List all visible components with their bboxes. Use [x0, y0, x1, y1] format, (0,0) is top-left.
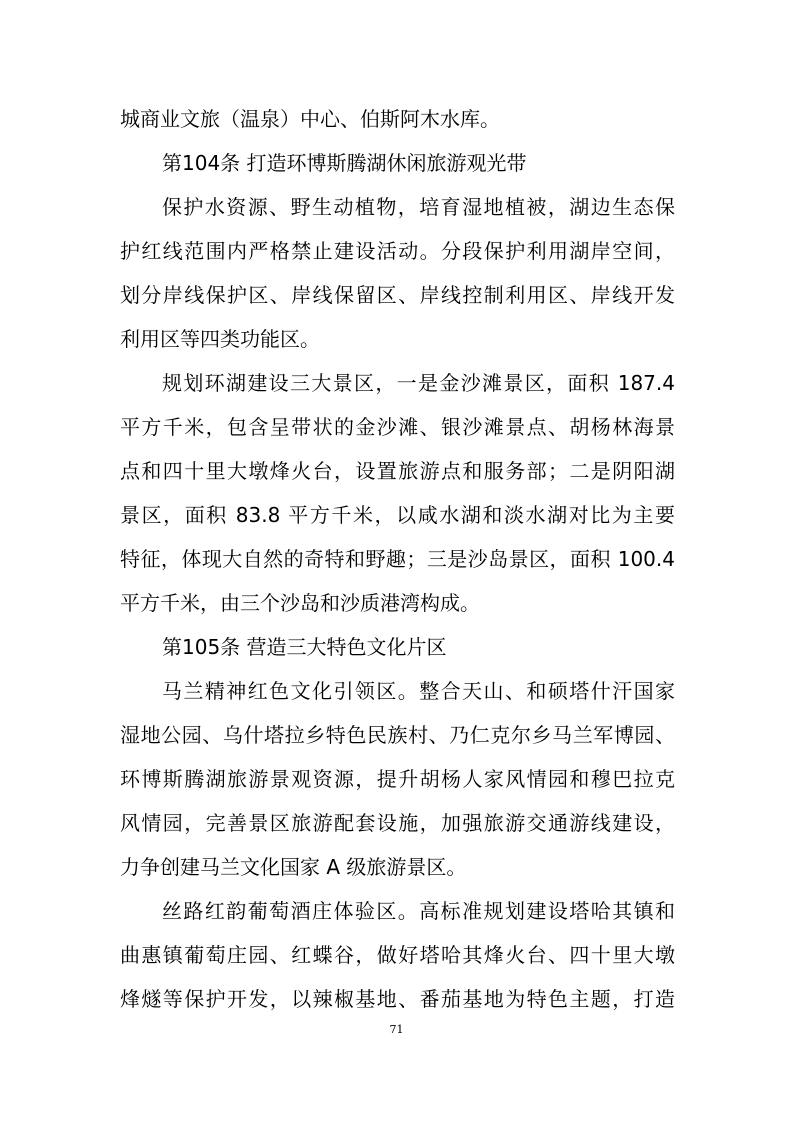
text-line: 保护水资源、野生动植物，培育湿地植被，湖边生态保 — [162, 195, 675, 219]
page-number: 71 — [389, 1023, 404, 1036]
text-line: 划分岸线保护区、岸线保留区、岸线控制利用区、岸线开发 — [120, 283, 675, 307]
text-line-continuation: 城商业文旅（温泉）中心、伯斯阿木水库。 — [120, 107, 500, 131]
text-line: 丝路红韵葡萄酒庄体验区。高标准规划建设塔哈其镇和 — [162, 899, 675, 923]
text-line: 湿地公园、乌什塔拉乡特色民族村、乃仁克尔乡马兰军博园、 — [120, 723, 675, 747]
text-line: 护红线范围内严格禁止建设活动。分段保护利用湖岸空间， — [120, 239, 675, 263]
text-line: 力争创建马兰文化国家 A 级旅游景区。 — [120, 855, 467, 879]
text-line: 平方千米，由三个沙岛和沙质港湾构成。 — [120, 591, 480, 615]
article-104-heading: 第104条 打造环博斯腾湖休闲旅游观光带 — [162, 151, 527, 175]
text-line: 景区，面积 83.8 平方千米，以咸水湖和淡水湖对比为主要 — [120, 503, 675, 527]
text-line: 环博斯腾湖旅游景观资源，提升胡杨人家风情园和穆巴拉克 — [120, 767, 675, 791]
text-line: 平方千米，包含呈带状的金沙滩、银沙滩景点、胡杨林海景 — [120, 415, 675, 439]
text-line: 马兰精神红色文化引领区。整合天山、和硕塔什汗国家 — [162, 679, 675, 703]
text-line: 利用区等四类功能区。 — [120, 327, 320, 351]
text-line: 烽燧等保护开发，以辣椒基地、番茄基地为特色主题，打造 — [120, 987, 675, 1011]
article-105-heading: 第105条 营造三大特色文化片区 — [162, 635, 447, 659]
text-line: 点和四十里大墩烽火台，设置旅游点和服务部；二是阴阳湖 — [120, 459, 675, 483]
text-line: 特征，体现大自然的奇特和野趣；三是沙岛景区，面积 100.4 — [120, 547, 675, 571]
text-line: 风情园，完善景区旅游配套设施，加强旅游交通游线建设， — [120, 811, 675, 835]
text-line: 曲惠镇葡萄庄园、红蝶谷，做好塔哈其烽火台、四十里大墩 — [120, 943, 675, 967]
text-line: 规划环湖建设三大景区，一是金沙滩景区，面积 187.4 — [162, 371, 675, 395]
